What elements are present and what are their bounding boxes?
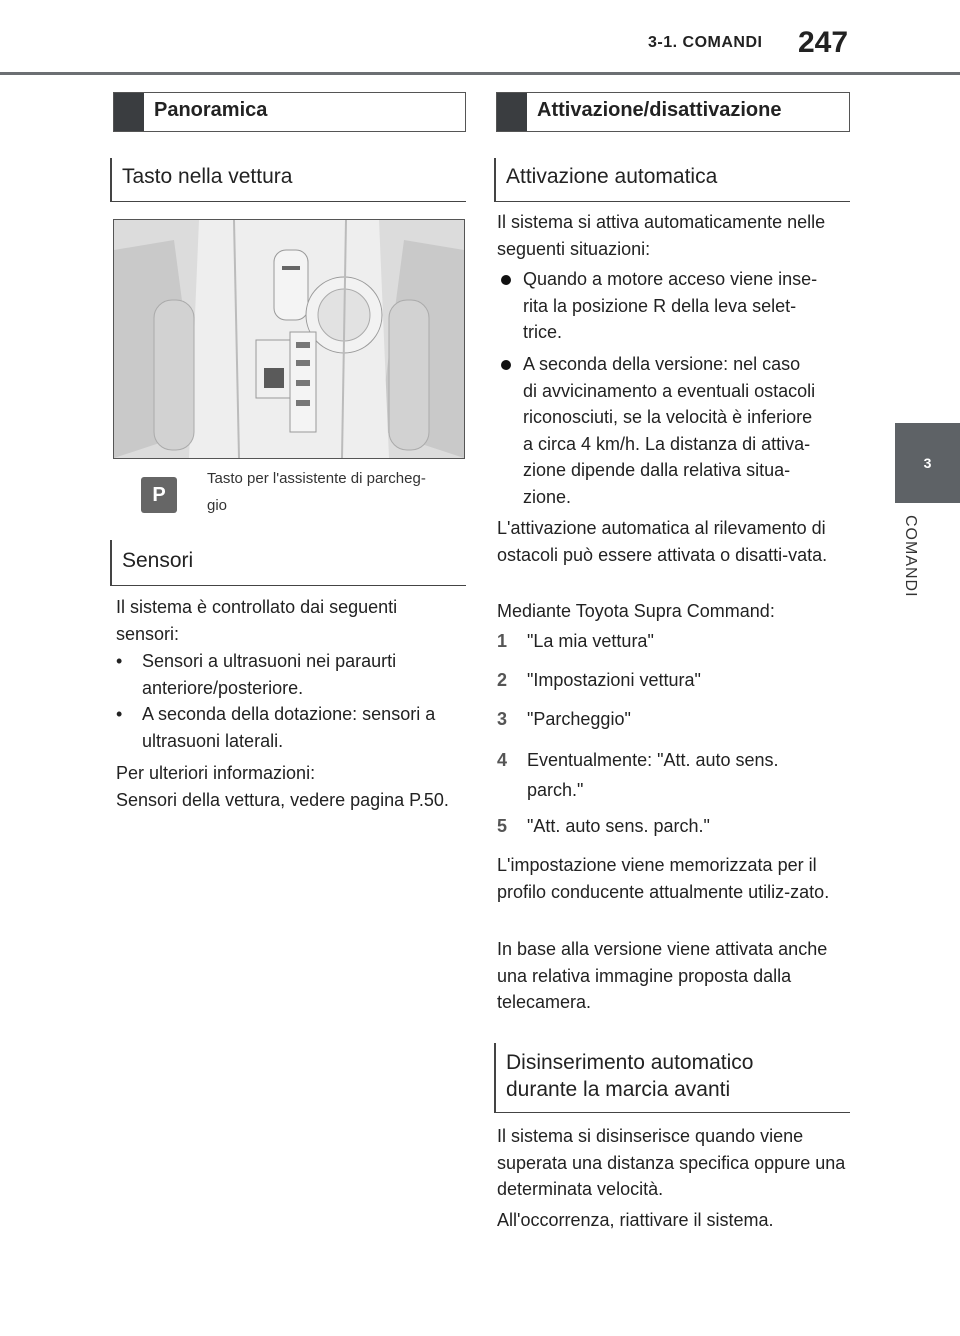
bullet-text: A seconda della versione: nel caso di avvicinamento a eventuali ostacoli riconosciuti, se la velocità è inferiore a circa 4 km/h. La distanza di attiva- zione dipende dalla relativa situa- zione. (523, 354, 816, 507)
list-item (116, 701, 466, 757)
bullet-dot (501, 360, 511, 370)
header-rule (0, 72, 960, 75)
step-text: Eventualmente: "Att. auto sens. parch." (527, 750, 779, 800)
console-illustration (113, 219, 465, 459)
box-title-text: Panoramica (154, 99, 268, 121)
page-number: 247 (798, 26, 849, 59)
park-assist-icon: P (141, 477, 177, 513)
list-item (116, 648, 466, 704)
step-number: 4 (497, 750, 508, 770)
chapter-label: COMANDI (902, 515, 919, 598)
list-item (497, 266, 857, 346)
bullet-text: A seconda della dotazione: sensori a ultrasuoni laterali. (142, 704, 436, 751)
step-number: 3 (497, 709, 508, 729)
icon-caption (207, 465, 467, 519)
step-text: "Att. auto sens. parch." (527, 816, 710, 836)
step-text: "La mia vettura" (527, 631, 654, 651)
further-info: Per ulteriori informazioni: Sensori della vettura, vedere pagina P.50. (116, 763, 449, 810)
list-item (497, 351, 857, 511)
step-text: "Parcheggio" (527, 709, 631, 729)
box-bar (114, 93, 144, 131)
subheading-attivazione-automatica: Attivazione automatica (494, 158, 850, 202)
bullet-dot (501, 275, 511, 285)
camera-note: In base alla versione viene attivata anche una relativa immagine proposta dalla telecamera. (497, 939, 828, 1012)
bullet-mark: • (116, 651, 123, 671)
section-title: 3-1. COMANDI (648, 34, 763, 51)
step-number: 1 (497, 631, 508, 651)
chapter-tab: 3 (895, 423, 960, 503)
deactivation-text: Il sistema si disinserisce quando viene superata una distanza specifica oppure una determinata velocità. (497, 1126, 846, 1199)
box-bar (497, 93, 527, 131)
auto-obstacle-text: L'attivazione automatica al rilevamento di ostacoli può essere attivata o disatti-vata. (497, 518, 828, 565)
sensori-intro: Il sistema è controllato dai seguenti sensori: (116, 597, 398, 644)
box-title-text: Attivazione/disattivazione (537, 99, 782, 121)
step-number: 5 (497, 816, 508, 836)
console-svg (114, 220, 464, 458)
section-box-attivazione (496, 92, 850, 132)
auto-intro: Il sistema si attiva automaticamente nelle seguenti situazioni: (497, 212, 826, 259)
subheading-disinserimento: Disinserimento automatico durante la marcia avanti (494, 1043, 850, 1113)
bullet-text: Sensori a ultrasuoni nei paraurti anteriore/posteriore. (142, 651, 397, 698)
step-text: "Impostazioni vettura" (527, 670, 701, 690)
bullet-text: Quando a motore acceso viene inse- rita la posizione R della leva selet- trice. (523, 269, 818, 342)
icon-caption-text: Tasto per l'assistente di parcheg- gio (207, 470, 426, 514)
reactivate-text: All'occorrenza, riattivare il sistema. (497, 1210, 774, 1230)
subheading-sensori: Sensori (110, 540, 466, 586)
section-box-panoramica (113, 92, 466, 132)
profile-note: L'impostazione viene memorizzata per il profilo conducente attualmente utiliz-zato. (497, 855, 830, 902)
step-number: 2 (497, 670, 508, 690)
command-intro: Mediante Toyota Supra Command: (497, 601, 775, 621)
subheading-tasto: Tasto nella vettura (110, 158, 466, 202)
bullet-mark: • (116, 704, 123, 724)
